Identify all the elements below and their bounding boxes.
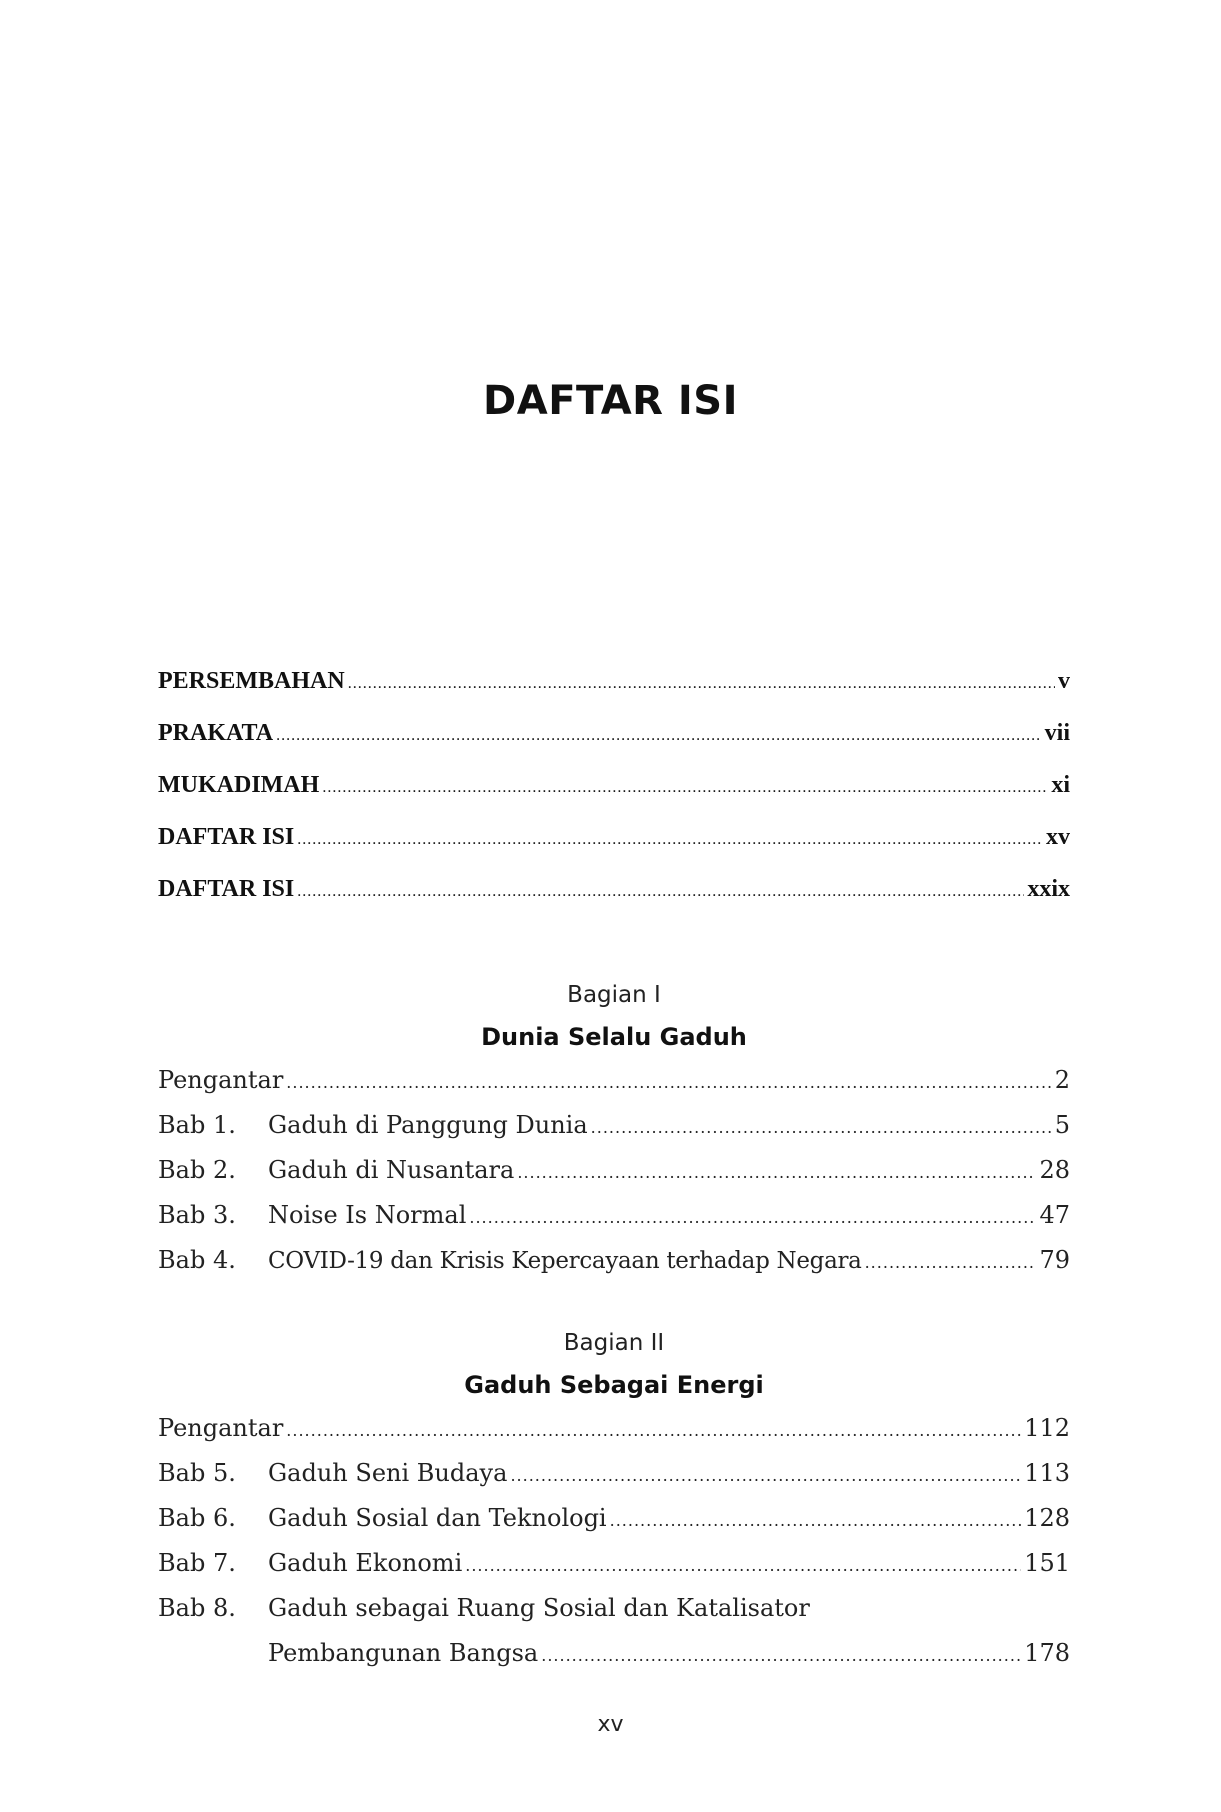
dot-leader <box>286 1408 1021 1453</box>
toc-entry <box>158 1406 1070 1451</box>
chapter-number: Bab 4. <box>158 1246 236 1274</box>
chapter-number: Bab 3. <box>158 1201 236 1229</box>
entry-title: COVID-19 dan Krisis Kepercayaan terhadap Negara <box>268 1248 862 1274</box>
entry-title: Gaduh di Nusantara <box>268 1156 515 1184</box>
entry-page: 128 <box>1024 1504 1070 1532</box>
entry-page: 28 <box>1039 1156 1070 1184</box>
chapter-number: Bab 1. <box>158 1111 236 1139</box>
entry-page: 113 <box>1024 1459 1070 1487</box>
chapter-number: Bab 6. <box>158 1504 236 1532</box>
toc-entry <box>158 1058 1070 1103</box>
page-number: xv <box>597 1712 624 1737</box>
dot-leader <box>276 727 1042 745</box>
dot-leader <box>510 1453 1021 1498</box>
toc-entry-front <box>158 720 1070 772</box>
toc-entry <box>158 1148 1070 1193</box>
entry-page: 178 <box>1024 1639 1070 1667</box>
chapter-number: Bab 7. <box>158 1549 236 1577</box>
toc-entry-front <box>158 876 1070 928</box>
entry-title: Gaduh sebagai Ruang Sosial dan Katalisator <box>268 1594 810 1622</box>
dot-leader <box>469 1195 1036 1240</box>
toc-entry <box>158 1193 1070 1238</box>
chapter-list <box>158 1058 1070 1283</box>
entry-title-continued: Pembangunan Bangsa <box>268 1639 539 1667</box>
toc-entry <box>158 1586 1070 1631</box>
entry-page: v <box>1058 668 1070 694</box>
entry-page: 151 <box>1024 1549 1070 1577</box>
dot-leader <box>865 1240 1037 1285</box>
entry-title: PRAKATA <box>158 720 274 746</box>
part-section <box>158 1322 1070 1676</box>
part-label: Bagian II <box>563 1330 665 1356</box>
toc-entry <box>158 1496 1070 1541</box>
chapter-number: Bab 8. <box>158 1594 236 1622</box>
dot-leader <box>591 1105 1052 1150</box>
entry-title: Pengantar <box>158 1066 284 1094</box>
chapter-number: Bab 2. <box>158 1156 236 1184</box>
entry-title: Gaduh Seni Budaya <box>268 1459 508 1487</box>
toc-entry-front <box>158 824 1070 876</box>
front-matter-list <box>158 668 1070 928</box>
toc-entry-continuation <box>158 1631 1070 1676</box>
entry-page: 5 <box>1054 1111 1070 1139</box>
entry-title: Gaduh Ekonomi <box>268 1549 463 1577</box>
entry-title: Noise Is Normal <box>268 1201 467 1229</box>
entry-title: PERSEMBAHAN <box>158 668 345 694</box>
page-title: DAFTAR ISI <box>483 378 738 424</box>
entry-page: xi <box>1051 772 1070 798</box>
entry-title: Gaduh di Panggung Dunia <box>268 1111 588 1139</box>
entry-title: Pengantar <box>158 1414 284 1442</box>
dot-leader <box>348 675 1055 693</box>
entry-title: DAFTAR ISI <box>158 824 295 850</box>
entry-page: 47 <box>1039 1201 1070 1229</box>
dot-leader <box>297 831 1043 849</box>
dot-leader <box>541 1633 1021 1678</box>
dot-leader <box>297 883 1024 901</box>
part-title: Gaduh Sebagai Energi <box>464 1371 764 1399</box>
chapter-list <box>158 1406 1070 1676</box>
entry-title: Gaduh Sosial dan Teknologi <box>268 1504 607 1532</box>
part-title: Dunia Selalu Gaduh <box>481 1023 747 1051</box>
toc-entry-front <box>158 772 1070 824</box>
entry-page: 112 <box>1024 1414 1070 1442</box>
part-section <box>158 974 1070 1283</box>
chapter-number: Bab 5. <box>158 1459 236 1487</box>
toc-entry <box>158 1451 1070 1496</box>
entry-page: xv <box>1046 824 1070 850</box>
toc-entry <box>158 1238 1070 1283</box>
toc-entry <box>158 1541 1070 1586</box>
entry-page: vii <box>1044 720 1070 746</box>
entry-title: MUKADIMAH <box>158 772 320 798</box>
entry-page: xxix <box>1027 876 1070 902</box>
toc-entry-front <box>158 668 1070 720</box>
part-label: Bagian I <box>567 982 661 1008</box>
dot-leader <box>286 1060 1051 1105</box>
entry-page: 2 <box>1054 1066 1070 1094</box>
entry-title: DAFTAR ISI <box>158 876 295 902</box>
dot-leader <box>517 1150 1036 1195</box>
dot-leader <box>322 779 1048 797</box>
dot-leader <box>610 1498 1022 1543</box>
entry-page: 79 <box>1039 1246 1070 1274</box>
toc-entry <box>158 1103 1070 1148</box>
dot-leader <box>465 1543 1021 1588</box>
